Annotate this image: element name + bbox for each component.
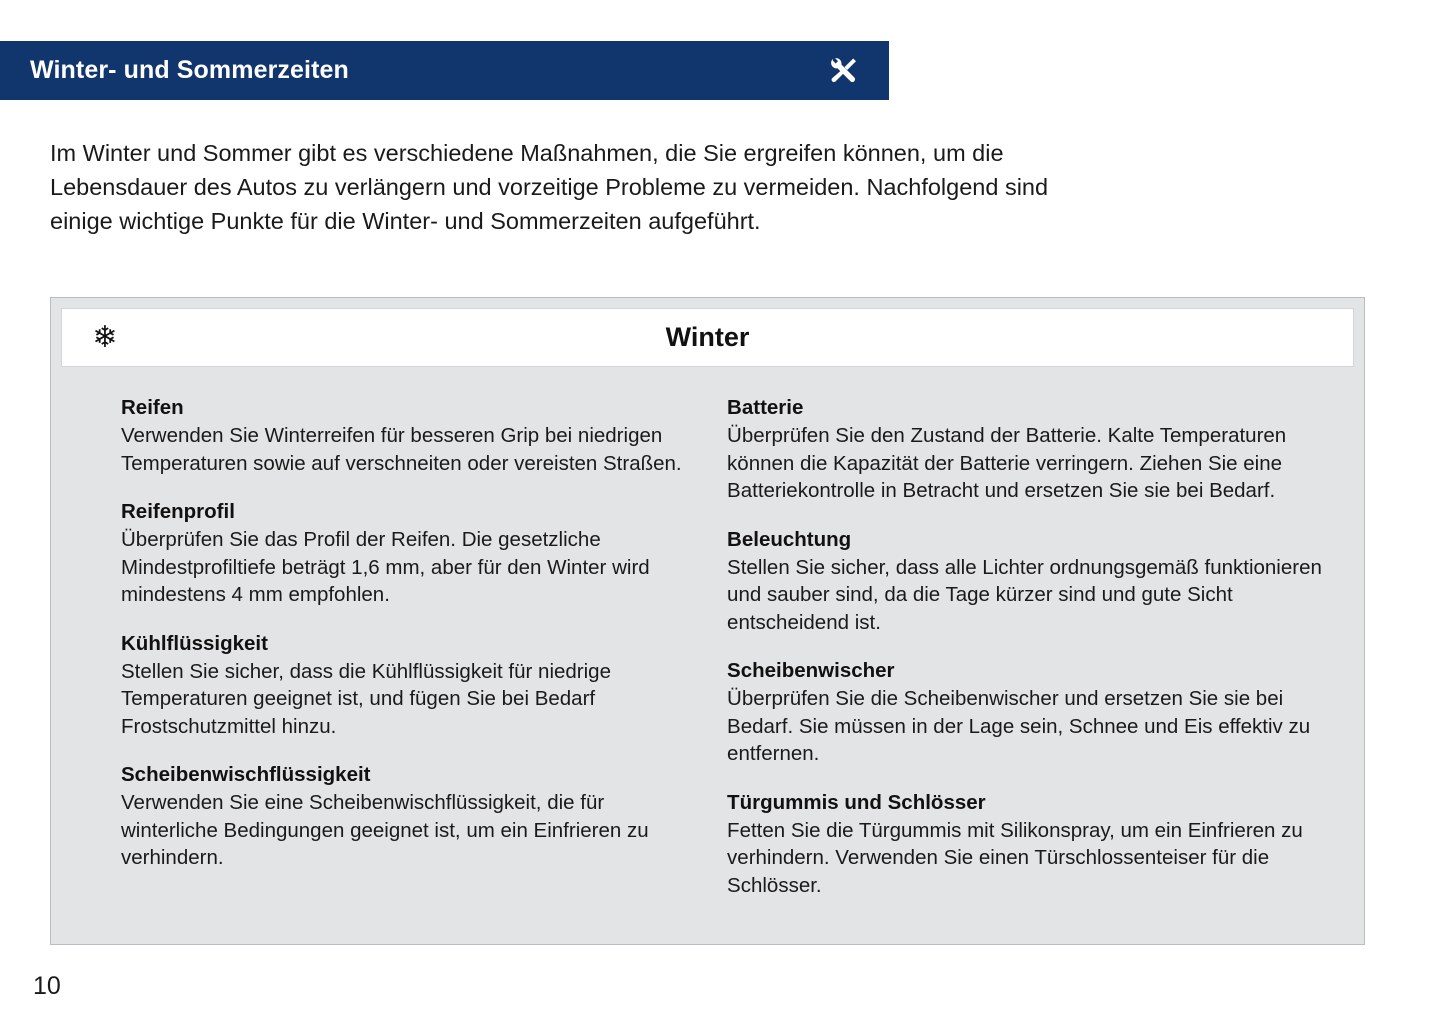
season-columns <box>51 367 1364 899</box>
snowflake-icon: ❄ <box>92 320 118 354</box>
entry-title: Reifenprofil <box>121 500 235 523</box>
section-header-bar <box>0 41 889 100</box>
entry-title: Türgummis und Schlösser <box>727 790 986 814</box>
season-column-left <box>51 395 705 899</box>
entry-text: Stellen Sie sicher, dass alle Lichter ordnungsgemäß funktionieren und sauber sind, da die Tage kürzer sind und gute Sicht entscheidend ist. <box>727 555 1322 634</box>
list-item <box>121 631 683 741</box>
entry-text: Verwenden Sie Winterreifen für besseren Grip bei niedrigen Temperaturen sowie auf verschneiten oder vereisten Straßen. <box>121 424 682 475</box>
entry-title: Beleuchtung <box>727 527 852 551</box>
entry-text: Überprüfen Sie den Zustand der Batterie. Kalte Temperaturen können die Kapazität der Batterie verringern. Ziehen Sie eine Batteriekontrolle in Betracht und ersetzen Sie sie bei Bedarf. <box>727 424 1287 502</box>
entry-text: Stellen Sie sicher, dass die Kühlflüssigkeit für niedrige Temperaturen geeignet ist, und fügen Sie bei Bedarf Frostschutzmittel hinzu. <box>121 659 611 738</box>
list-item <box>121 499 683 609</box>
entry-title: Reifen <box>121 396 184 419</box>
season-column-right <box>705 395 1364 899</box>
page-title: Winter- und Sommerzeiten <box>30 56 349 84</box>
list-item <box>727 658 1338 768</box>
entry-title: Scheibenwischer <box>727 659 895 682</box>
entry-text: Überprüfen Sie die Scheibenwischer und ersetzen Sie sie bei Bedarf. Sie müssen in der Lage sein, Schnee und Eis effektiv zu entfernen. <box>727 687 1311 765</box>
list-item <box>727 395 1338 505</box>
entry-title: Batterie <box>727 396 804 419</box>
entry-text: Verwenden Sie eine Scheibenwischflüssigkeit, die für winterliche Bedingungen geeignet ist, um ein Einfrieren zu verhindern. <box>121 791 649 869</box>
entry-title: Scheibenwischflüssigkeit <box>121 763 371 786</box>
tools-icon <box>825 53 861 89</box>
season-header <box>61 308 1354 367</box>
entry-text: Überprüfen Sie das Profil der Reifen. Die gesetzliche Mindestprofiltiefe beträgt 1,6 mm, aber für den Winter wird mindestens 4 mm empfohlen. <box>121 528 650 606</box>
list-item <box>727 527 1338 637</box>
intro-paragraph <box>50 136 1050 238</box>
list-item <box>727 790 1338 900</box>
entry-title: Kühlflüssigkeit <box>121 631 268 655</box>
winter-section-panel <box>50 297 1365 945</box>
page-number: 10 <box>33 972 61 1000</box>
entry-text: Fetten Sie die Türgummis mit Silikonspray, um ein Einfrieren zu verhindern. Verwenden Sie einen Türschlossenteiser für die Schlösser. <box>727 818 1303 897</box>
list-item <box>121 395 683 477</box>
list-item <box>121 762 683 872</box>
intro-text: Im Winter und Sommer gibt es verschiedene Maßnahmen, die Sie ergreifen können, um die Lebensdauer des Autos zu verlängern und vorzeitige Probleme zu vermeiden. Nachfolgend sind einige wichtige Punkte für die Winter- und Sommerzeiten aufgeführt. <box>50 140 1049 234</box>
season-title: Winter <box>665 322 750 352</box>
